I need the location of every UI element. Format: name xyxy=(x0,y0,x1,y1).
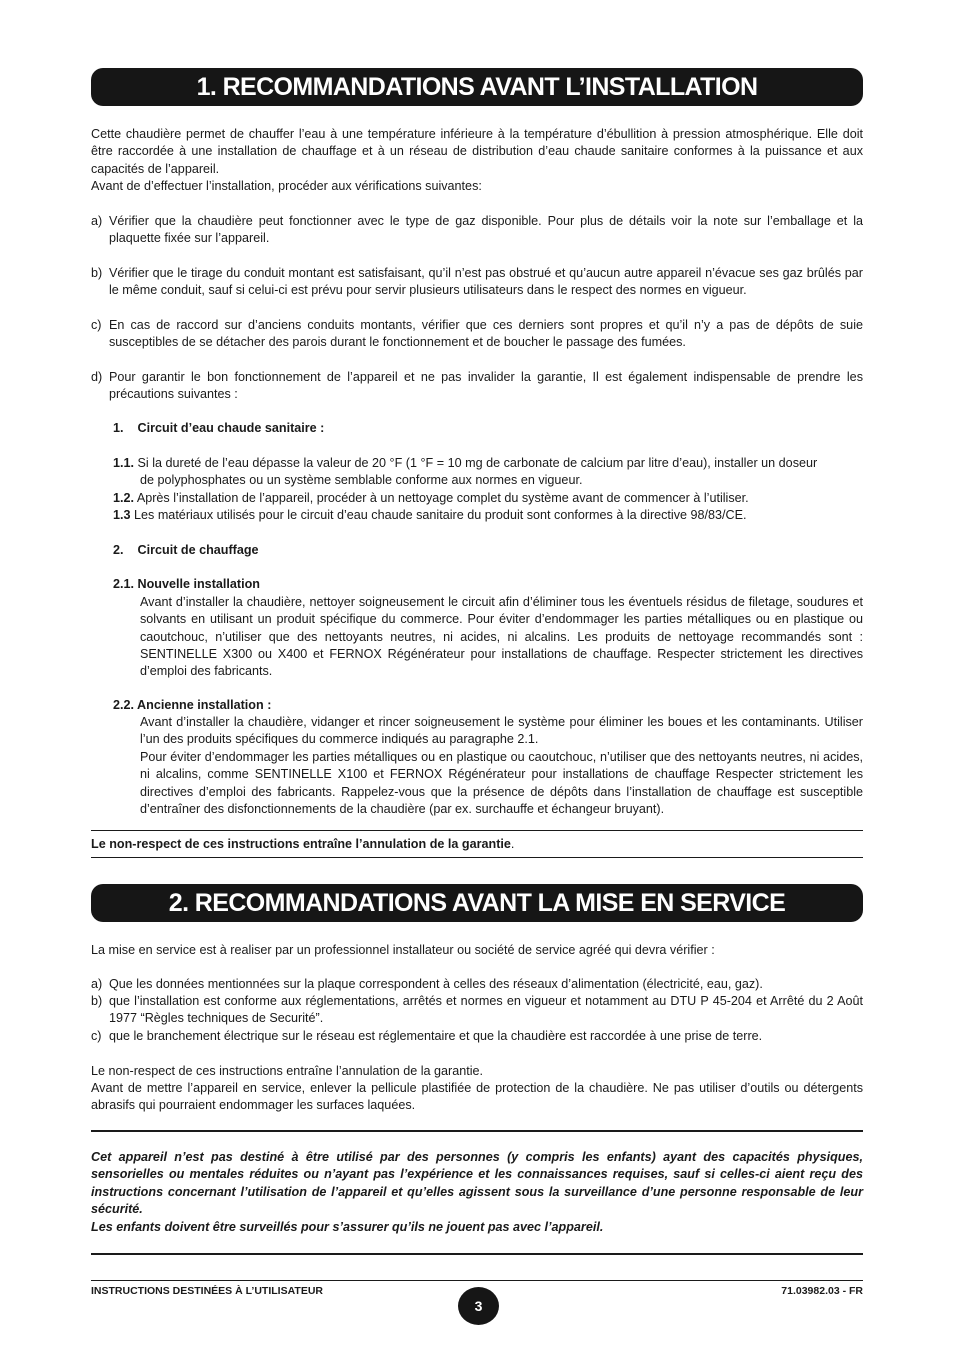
old-install-heading: 2.2. Ancienne installation : xyxy=(113,698,272,712)
new-install-text: Avant d’installer la chaudière, nettoyer soigneusement le circuit afin d’éliminer tous les éventuels résidus de filetage, soudures et solvants en utilisant un produit spécifique du commerce. Pour éviter d’endommager les parties métalliques ou en plastique ou caoutchouc, n’utiliser que des nettoyants neutres, ni acides, ni alcalins. Les produits de nettoyage recommandés sont : SENTINELLE X300 ou X400 et FERNOX Régénérateur pour installations de chauffage. Respecter strictement les directives d’emploi des fabricants. xyxy=(140,595,863,679)
list-marker: d) xyxy=(91,370,103,384)
children-warning: Les enfants doivent être surveillés pour s’assurer qu’ils ne jouent pas avec l’appareil. xyxy=(91,1220,604,1234)
page-number: 3 xyxy=(458,1287,499,1325)
list-item-b xyxy=(91,993,863,1028)
item-text-continued: de polyphosphates ou un système semblable conforme aux normes en vigueur. xyxy=(140,473,583,488)
list-item-d xyxy=(91,369,863,404)
section-1-intro: Cette chaudière permet de chauffer l’eau à une température inférieure à la température d’ébullition à pression atmosphérique. Elle doit être raccordée à une installation de chauffage et à un réseau de distribution d’eau chaude sanitaire conformes à la puissance et aux capacités de l’appareil. xyxy=(91,127,863,176)
footer-divider xyxy=(91,1280,863,1281)
warranty-note-bold: Le non-respect de ces instructions entraîne l’annulation de la garantie xyxy=(91,837,511,851)
section-2-intro: La mise en service est à realiser par un professionnel installateur ou société de service agréé qui devra vérifier : xyxy=(91,943,715,957)
section-2-title: 2. RECOMMANDATIONS AVANT LA MISE EN SERVICE xyxy=(91,884,863,922)
list-item-text: Pour garantir le bon fonctionnement de l’appareil et ne pas invalider la garantie, Il est également indispensable de prendre les précautions suivantes : xyxy=(109,370,863,402)
section-1-intro-2: Avant de d’effectuer l’installation, procéder aux vérifications suivantes: xyxy=(91,179,482,193)
item-number: 1.2. xyxy=(113,491,135,505)
warranty-note xyxy=(91,836,863,853)
document-reference: 71.03982.03 - FR xyxy=(781,1285,863,1297)
divider xyxy=(91,857,863,858)
list-item-a xyxy=(91,213,863,248)
new-install-heading: 2.1. Nouvelle installation xyxy=(113,577,260,591)
divider xyxy=(91,830,863,831)
old-install-text-2: Pour éviter d’endommager les parties métalliques ou en plastique ou caoutchouc, n’utiliser que des nettoyants neutres, ni acides, ni alcalins, comme SENTINELLE X100 et FERNOX Régénérateur pour installations de chauffage Respecter strictement les directives d’emploi des fabricants. Rappelez-vous que la présence de dépôts dans l’installation de chauffage est susceptible d’entraîner des disfonctionnements de la chaudière (par ex. surchauffe et échangeur bruyant). xyxy=(140,750,863,816)
list-item-c xyxy=(91,1028,863,1045)
list-item-text: Que les données mentionnées sur la plaque correspondent à celles des réseaux d’alimentation (électricité, eau, gaz). xyxy=(109,977,763,991)
circuit-2-heading: 2. Circuit de chauffage xyxy=(113,543,259,557)
list-item-b xyxy=(91,265,863,300)
divider xyxy=(91,1130,863,1132)
list-item-text: Vérifier que le tirage du conduit montant est satisfaisant, qu’il n’est pas obstrué et qu’aucun autre appareil n’évacue ses gaz brûlés par le même conduit, sauf si celui-ci est prévu pour servir plusieurs utilisateurs dans le respect des normes en vigueur. xyxy=(109,266,863,298)
list-item-c xyxy=(91,317,863,352)
item-1-2 xyxy=(113,490,863,507)
list-item-text: que l’installation est conforme aux réglementations, arrêtés et normes en vigueur et notamment au DTU P 45-204 et Arrêté du 2 Août 1977 “Règles techniques de Securité”. xyxy=(109,994,863,1026)
item-number: 1.1. xyxy=(113,456,135,470)
list-marker: c) xyxy=(91,1029,102,1043)
circuit-1-heading: 1. Circuit d’eau chaude sanitaire : xyxy=(113,421,325,435)
divider xyxy=(91,1253,863,1255)
item-1-1 xyxy=(113,455,863,490)
list-item-text: que le branchement électrique sur le réseau est réglementaire et que la chaudière est raccordée à une prise de terre. xyxy=(109,1029,763,1043)
item-text: Si la dureté de l’eau dépasse la valeur de 20 °F (1 °F = 10 mg de carbonate de calcium par litre d’eau), installer un doseur xyxy=(134,456,818,470)
list-marker: b) xyxy=(91,266,103,280)
footer-title: INSTRUCTIONS DESTINÉES À L’UTILISATEUR xyxy=(91,1285,323,1297)
warranty-note-2: Le non-respect de ces instructions entraîne l’annulation de la garantie. xyxy=(91,1064,484,1078)
item-number: 1.3 xyxy=(113,508,131,522)
old-install-text: Avant d’installer la chaudière, vidanger et rincer soigneusement le système pour éliminer les boues et les contaminants. Utiliser l’un des produits spécifiques du commerce indiqués au paragraphe 2.1. xyxy=(140,715,863,747)
list-marker: a) xyxy=(91,214,103,228)
list-marker: b) xyxy=(91,994,103,1008)
item-1-3 xyxy=(113,507,863,524)
safety-warning: Cet appareil n’est pas destiné à être utilisé par des personnes (y compris les enfants) ayant des capacités physiques, sensorielles ou mentales réduites ou n’ayant pas l’expérience et les connaissances requises, sauf si celles-ci aient reçu des instructions concernant l’utilisation de l’appareil et qu’elles agissent sous la surveillance d’une personne responsable de leur sécurité. xyxy=(91,1150,863,1216)
list-marker: a) xyxy=(91,977,103,991)
warranty-note-end: . xyxy=(510,837,515,851)
section-1-title: 1. RECOMMANDATIONS AVANT L’INSTALLATION xyxy=(91,68,863,106)
list-item-text: En cas de raccord sur d’anciens conduits montants, vérifier que ces derniers sont propres et qu’il n’y a pas de dépôts de suie susceptibles de se détacher des parois durant le fonctionnement et de boucher le passage des fumées. xyxy=(109,318,863,350)
item-text: Après l’installation de l’appareil, procéder à un nettoyage complet du système avant de commencer à l’utiliser. xyxy=(134,491,749,505)
list-item-a xyxy=(91,976,863,993)
list-item-text: Vérifier que la chaudière peut fonctionner avec le type de gaz disponible. Pour plus de détails voir la note sur l’emballage et la plaquette fixée sur l’appareil. xyxy=(109,214,863,246)
list-marker: c) xyxy=(91,318,102,332)
item-text: Les matériaux utilisés pour le circuit d’eau chaude sanitaire du produit sont conformes à la directive 98/83/CE. xyxy=(130,508,747,522)
protective-film-note: Avant de mettre l’appareil en service, enlever la pellicule plastifiée de protection de la chaudière. Ne pas utiliser d’outils ou détergents abrasifs qui pourraient endommager les surfaces laquées. xyxy=(91,1081,863,1113)
